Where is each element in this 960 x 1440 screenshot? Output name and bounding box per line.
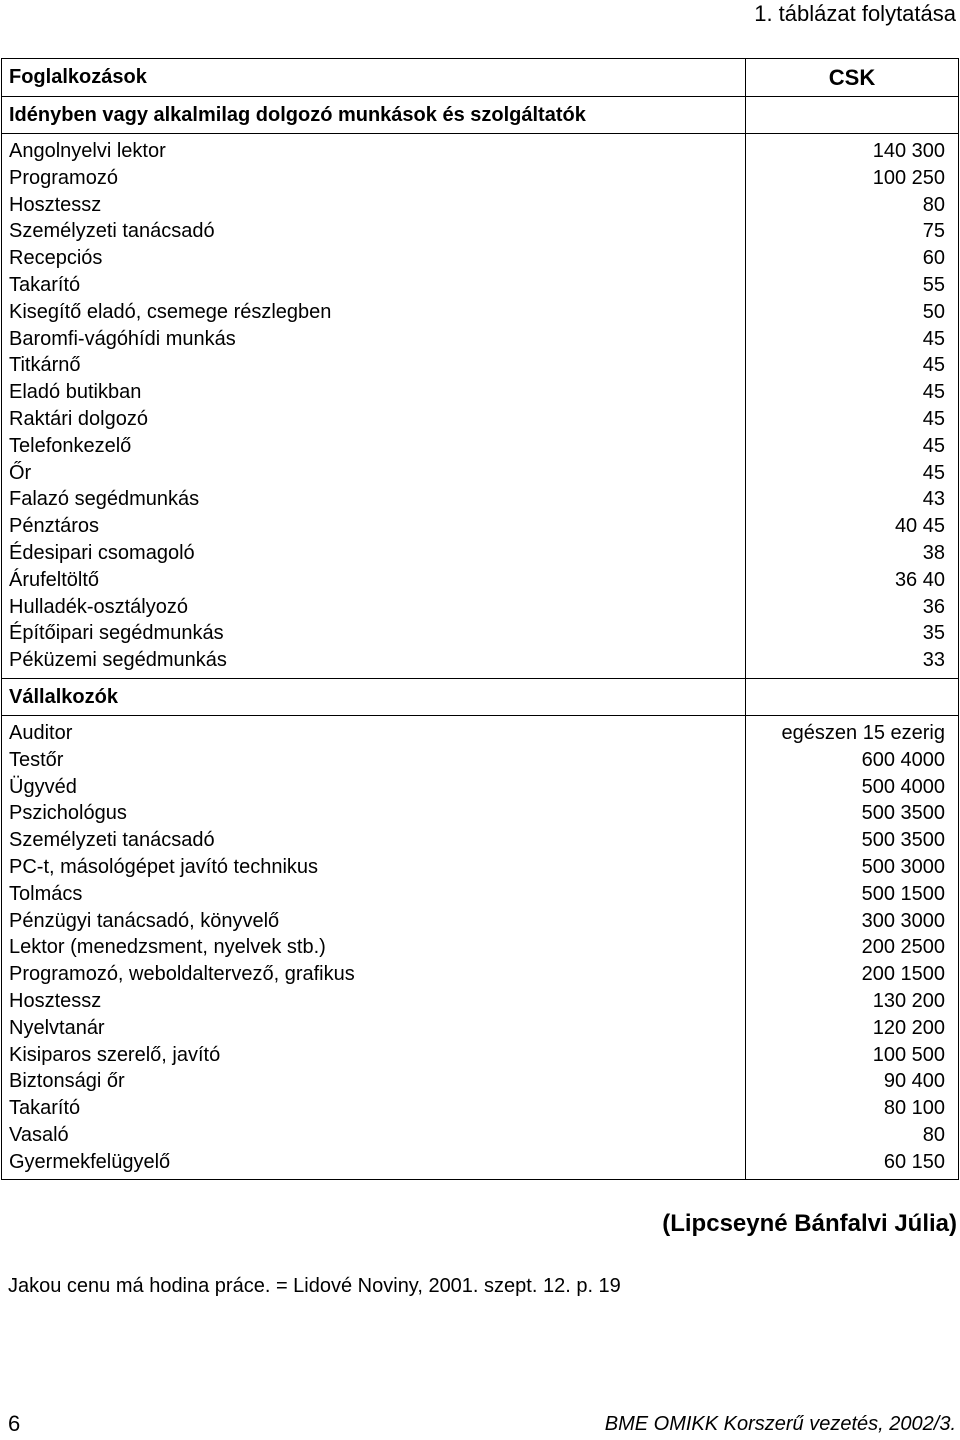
journal-footer: BME OMIKK Korszerű vezetés, 2002/3. — [604, 1413, 956, 1435]
table-caption: 1. táblázat folytatása — [754, 1, 956, 26]
csk-value: 36 40 — [894, 568, 945, 591]
occupation-name: Gyermekfelügyelő — [9, 1150, 171, 1173]
csk-value: 130 200 — [872, 989, 945, 1012]
occupation-name: Baromfi-vágóhídi munkás — [9, 327, 236, 350]
occupation-name: Testőr — [9, 748, 64, 771]
csk-value: 200 1500 — [861, 963, 945, 986]
occupation-name: Árufeltöltő — [9, 568, 100, 591]
header-csk: CSK — [828, 65, 876, 90]
csk-value: 200 2500 — [861, 936, 945, 959]
occupation-name: Auditor — [9, 721, 73, 744]
csk-value: 38 — [922, 541, 945, 564]
csk-value: 500 3500 — [861, 829, 945, 852]
occupation-name: PC-t, másológépet javító technikus — [9, 855, 319, 878]
occupation-name: Programozó — [9, 166, 118, 189]
occupation-name: Telefonkezelő — [9, 434, 132, 457]
occupation-column — [2, 134, 746, 678]
author-credit: (Lipcseyné Bánfalvi Júlia) — [662, 1210, 957, 1237]
csk-column — [746, 134, 958, 678]
occupation-name: Hosztessz — [9, 193, 102, 216]
csk-value: 45 — [922, 434, 945, 457]
csk-value: 500 4000 — [861, 775, 945, 798]
csk-value: 140 300 — [872, 140, 945, 162]
csk-value: 300 3000 — [861, 909, 945, 932]
occupation-name: Pénzügyi tanácsadó, könyvelő — [9, 909, 280, 932]
csk-value: 45 — [922, 407, 945, 430]
occupation-name: Lektor (menedzsment, nyelvek stb.) — [9, 936, 326, 959]
section-title: Vállalkozók — [2, 679, 746, 715]
csk-value: 120 200 — [872, 1016, 945, 1039]
csk-value: 80 — [922, 193, 945, 216]
section-title-row — [2, 679, 958, 716]
csk-value: 33 — [922, 649, 945, 672]
occupation-name: Nyelvtanár — [9, 1016, 105, 1039]
occupation-name: Pszichológus — [9, 802, 127, 825]
csk-value: 500 3500 — [861, 802, 945, 825]
csk-value: 75 — [922, 220, 945, 243]
page-number: 6 — [8, 1411, 21, 1436]
csk-value: 50 — [922, 300, 945, 323]
occupation-name: Őr — [9, 461, 32, 484]
occupation-name: Titkárnő — [9, 354, 81, 377]
occupation-name: Ügyvéd — [9, 775, 77, 798]
occupation-name: Személyzeti tanácsadó — [9, 829, 215, 852]
csk-value: 36 — [922, 595, 945, 618]
csk-value: 600 4000 — [861, 748, 945, 771]
occupation-name: Hulladék-osztályozó — [9, 595, 188, 618]
occupation-name: Kisegítő eladó, csemege részlegben — [9, 300, 332, 323]
csk-value: 45 — [922, 381, 945, 404]
header-occupations: Foglalkozások — [2, 59, 746, 96]
occupation-name: Pénztáros — [9, 515, 100, 538]
occupation-name: Tolmács — [9, 882, 83, 905]
occupation-name: Építőipari segédmunkás — [9, 622, 224, 645]
csk-value: 55 — [922, 273, 945, 296]
occupation-column — [2, 716, 746, 1180]
occupation-name: Recepciós — [9, 247, 103, 270]
occupation-name: Kisiparos szerelő, javító — [9, 1043, 221, 1066]
csk-value: 500 1500 — [861, 882, 945, 905]
occupation-name: Takarító — [9, 273, 81, 296]
csk-value: 90 400 — [883, 1070, 945, 1093]
csk-value: 60 150 — [883, 1150, 945, 1173]
csk-value: 80 — [922, 1123, 945, 1146]
source-citation: Jakou cenu má hodina práce. = Lidové Noviny, 2001. szept. 12. p. 19 — [8, 1275, 621, 1297]
csk-value: 80 100 — [883, 1097, 945, 1120]
csk-value: 100 250 — [872, 166, 945, 189]
section-body — [2, 134, 958, 679]
occupation-name: Raktári dolgozó — [9, 407, 148, 430]
section-title-row — [2, 97, 958, 134]
csk-value: 45 — [922, 327, 945, 350]
occupation-name: Édesipari csomagoló — [9, 541, 195, 564]
csk-value: 45 — [922, 354, 945, 377]
occupation-name: Vasaló — [9, 1123, 69, 1146]
table-header — [2, 59, 958, 97]
csk-value: 45 — [922, 461, 945, 484]
csk-value: 43 — [922, 488, 945, 511]
occupation-name: Péküzemi segédmunkás — [9, 649, 227, 672]
csk-value: 60 — [922, 247, 945, 270]
section-body — [2, 716, 958, 1180]
occupation-name: Biztonsági őr — [9, 1070, 125, 1093]
occupation-name: Angolnyelvi lektor — [9, 140, 166, 162]
occupation-name: Programozó, weboldaltervező, grafikus — [9, 963, 355, 986]
section-title: Idényben vagy alkalmilag dolgozó munkások és szolgáltatók — [2, 97, 746, 133]
occupation-name: Hosztessz — [9, 989, 102, 1012]
csk-value: 35 — [922, 622, 945, 645]
csk-value: 500 3000 — [861, 855, 945, 878]
csk-value: 100 500 — [872, 1043, 945, 1066]
occupation-name: Személyzeti tanácsadó — [9, 220, 215, 243]
occupation-name: Takarító — [9, 1097, 81, 1120]
occupations-table — [1, 58, 959, 1180]
csk-column — [746, 716, 958, 1180]
occupation-name: Eladó butikban — [9, 381, 142, 404]
csk-value: egészen 15 ezerig — [781, 721, 945, 744]
csk-value: 40 45 — [894, 515, 945, 538]
occupation-name: Falazó segédmunkás — [9, 488, 200, 511]
